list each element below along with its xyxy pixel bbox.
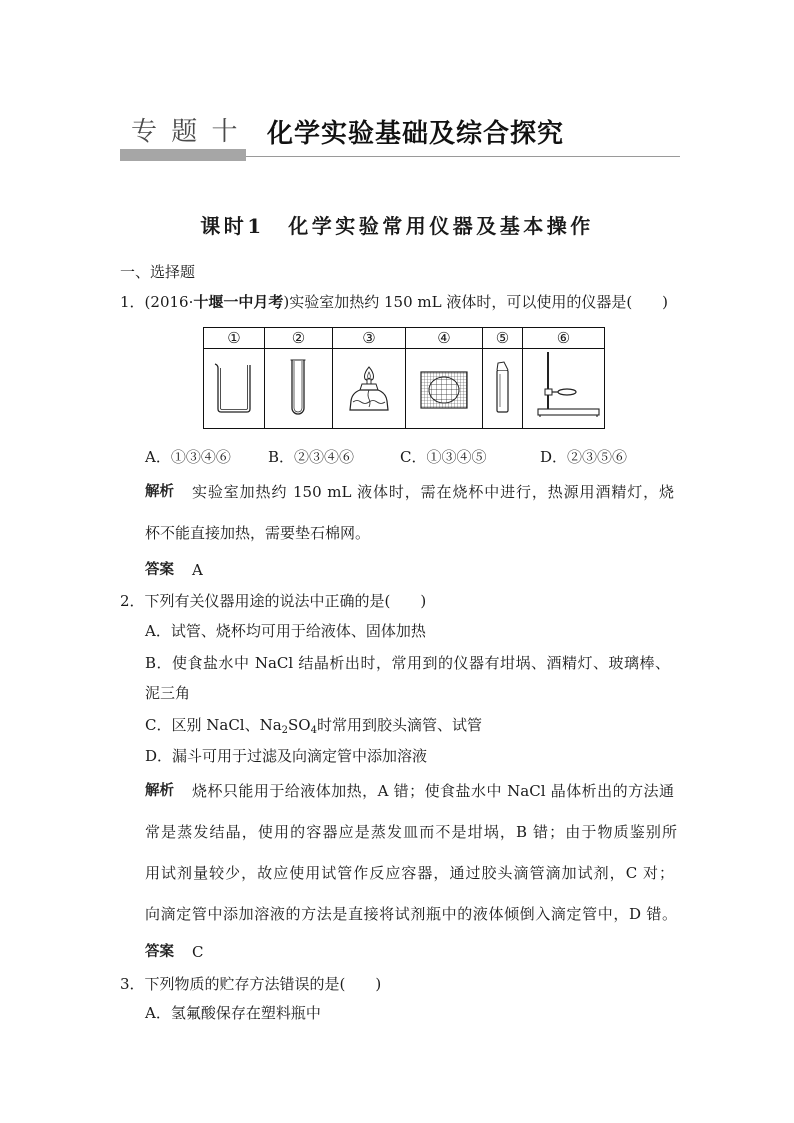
ring-stand-clamp (545, 389, 552, 395)
option-c-prefix: C．区别 NaCl、Na (145, 716, 282, 734)
ring-stand-ring (558, 389, 576, 395)
apparatus-label-6: ⑥ (523, 328, 605, 349)
question-1-analysis-label: 解析 (145, 484, 174, 500)
question-3-stem: 3．下列物质的贮存方法错误的是( ) (120, 975, 382, 993)
lamp-collar (360, 384, 378, 390)
question-1-analysis-line-1: 实验室加热约 150 mL 液体时，需在烧杯中进行，热源用酒精灯，烧 (192, 483, 674, 501)
apparatus-label-1: ① (204, 328, 265, 349)
option-c-suffix: 时常用到胶头滴管、试管 (316, 716, 482, 734)
question-2-analysis-line-1: 烧杯只能用于给液体加热，A 错；使食盐水中 NaCl 晶体析出的方法通 (192, 782, 674, 800)
question-2-option-d: D．漏斗可用于过滤及向滴定管中添加溶液 (145, 747, 428, 765)
header-rule-line (246, 156, 680, 157)
apparatus-cell-5 (483, 349, 523, 429)
apparatus-cell-6 (523, 349, 605, 429)
question-1-option-c: C．①③④⑤ (400, 448, 487, 466)
gauze-center-mesh (429, 377, 459, 403)
apparatus-label-5: ⑤ (483, 328, 523, 349)
alcohol-lamp-icon (333, 349, 405, 428)
apparatus-cell-2 (265, 349, 333, 429)
question-1-source: 十堰一中月考 (193, 293, 284, 311)
header-gray-bar (120, 149, 246, 161)
ring-stand-base (538, 409, 599, 415)
question-2-option-c (145, 715, 482, 735)
question-2-stem: 2．下列有关仪器用途的说法中正确的是( ) (120, 592, 427, 610)
beaker-icon (204, 349, 264, 428)
chapter-topic-title: 化学实验基础及综合探究 (267, 119, 565, 149)
apparatus-label-2: ② (265, 328, 333, 349)
apparatus-cell-1 (204, 349, 265, 429)
beaker-inner-wall (221, 365, 248, 410)
apparatus-cell-4 (406, 349, 483, 429)
question-2-analysis-line-3: 用试剂量较少，故应使用试管作反应容器，通过胶头滴管滴加试剂，C 对； (145, 864, 674, 882)
question-1-option-a: A．①③④⑥ (145, 448, 231, 466)
wire-gauze-icon (406, 349, 482, 428)
lesson-title: 课时1 化学实验常用仪器及基本操作 (200, 214, 594, 238)
apparatus-cell-3 (333, 349, 406, 429)
question-2-option-b-line-1: B．使食盐水中 NaCl 结晶析出时，常用到的仪器有坩埚、酒精灯、玻璃棒、 (145, 654, 670, 672)
question-1-option-d: D．②③⑤⑥ (540, 448, 628, 466)
small-tube-cap (497, 362, 508, 370)
small-tube-body (497, 370, 508, 412)
question-1-stem (120, 292, 668, 312)
question-2-option-b-line-2: 泥三角 (145, 684, 191, 702)
question-2-analysis-line-4: 向滴定管中添加溶液的方法是直接将试剂瓶中的液体倾倒入滴定管中，D 错。 (145, 905, 677, 923)
apparatus-label-3: ③ (333, 328, 406, 349)
question-3-option-a: A．氢氟酸保存在塑料瓶中 (145, 1004, 321, 1022)
question-1-analysis-line-2: 杯不能直接加热，需要垫石棉网。 (145, 524, 371, 542)
question-2-answer: C (192, 943, 204, 961)
option-c-formula-mid: SO (288, 716, 311, 734)
question-2-analysis-label: 解析 (145, 783, 174, 799)
ring-stand-icon (523, 349, 604, 428)
test-tube-inner (294, 361, 302, 412)
question-1-answer: A (192, 561, 203, 579)
section-title: 一、选择题 (120, 263, 196, 281)
small-tube-icon (483, 349, 522, 428)
chapter-series-label: 专 题 十 (131, 117, 241, 147)
question-1-option-b: B．②③④⑥ (268, 448, 355, 466)
question-1-stem-suffix: )实验室加热约 150 mL 液体时，可以使用的仪器是( ) (283, 293, 669, 311)
question-1-stem-prefix: 1．(2016· (120, 293, 194, 311)
question-1-answer-label: 答案 (145, 562, 174, 578)
option-c-subscript-4: 4 (310, 725, 317, 736)
option-c-subscript-2: 2 (281, 725, 289, 736)
question-2-analysis-line-2: 常是蒸发结晶，使用的容器应是蒸发皿而不是坩埚，B 错；由于物质鉴别所 (145, 823, 677, 841)
apparatus-label-4: ④ (406, 328, 483, 349)
question-2-answer-label: 答案 (145, 944, 174, 960)
question-2-option-a: A．试管、烧杯均可用于给液体、固体加热 (145, 622, 426, 640)
apparatus-table (203, 327, 605, 429)
test-tube-icon (265, 349, 332, 428)
lamp-wick-holder (367, 379, 371, 384)
